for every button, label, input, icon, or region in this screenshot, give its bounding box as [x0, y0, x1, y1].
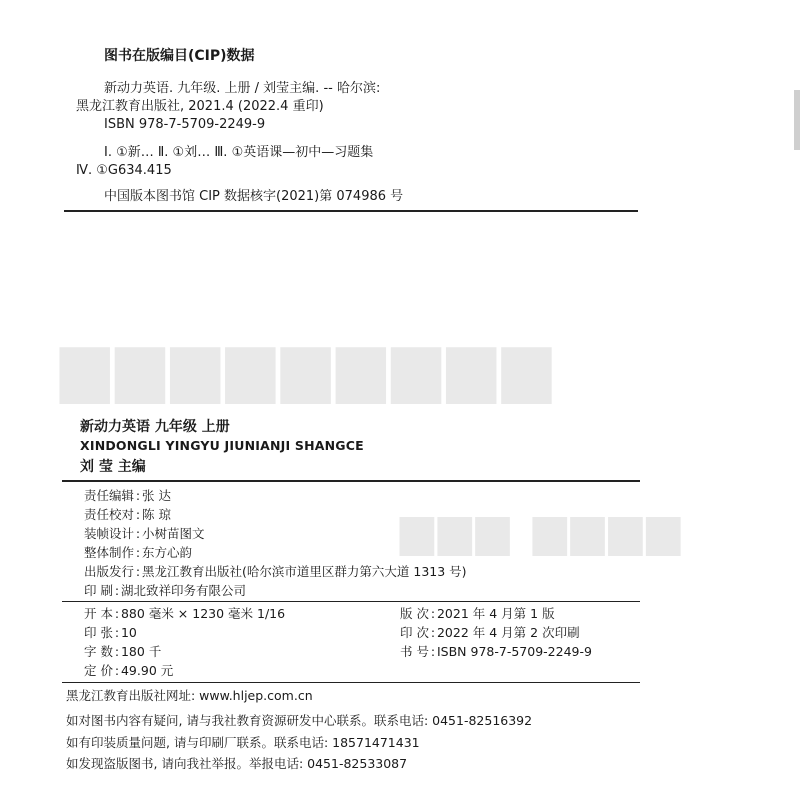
footer-piracy-contact: 如发现盗版图书, 请向我社举报。举报电话: 0451-82533087 [66, 756, 408, 771]
credit-value: 张 达 [142, 488, 171, 503]
cip-heading: 图书在版编目(CIP)数据 [104, 48, 255, 64]
credits-divider [62, 601, 640, 602]
spec-isbn: 书 号 : ISBN 978-7-5709-2249-9 [400, 644, 592, 659]
cip-line-title: 新动力英语. 九年级. 上册 / 刘莹主编. -- 哈尔滨: [104, 81, 381, 96]
footer-quality-contact: 如有印装质量问题, 请与印刷厂联系。联系电话: 18571471431 [66, 735, 420, 750]
footer-website: 黑龙江教育出版社网址: www.hljep.com.cn [66, 688, 313, 703]
cip-line-record-number: 中国版本图书馆 CIP 数据核字(2021)第 074986 号 [104, 189, 404, 204]
spec-label: 字 数 [84, 644, 113, 659]
cip-line-isbn: ISBN 978-7-5709-2249-9 [104, 117, 266, 132]
title-divider [62, 480, 640, 482]
credit-label: 责任编辑 [84, 488, 135, 503]
spec-label: 版 次 [400, 606, 429, 621]
show-through-ghost: ▆▆▆▆▆▆▆▆▆ [60, 330, 557, 404]
credit-label: 印 刷 [84, 583, 113, 598]
spec-printing: 印 次 : 2022 年 4 月第 2 次印刷 [400, 625, 580, 640]
credit-row-publisher: 出版发行 : 黑龙江教育出版社(哈尔滨市道里区群力第六大道 1313 号) [84, 564, 467, 579]
credit-label: 责任校对 [84, 507, 135, 522]
credit-value: 黑龙江教育出版社(哈尔滨市道里区群力第六大道 1313 号) [142, 564, 467, 579]
page-edge-shadow [794, 90, 800, 150]
spec-value: 880 毫米 × 1230 毫米 1/16 [120, 606, 286, 621]
credit-row-editor: 责任编辑 : 张 达 [84, 488, 171, 503]
cip-line-publisher: 黑龙江教育出版社, 2021.4 (2022.4 重印) [76, 99, 324, 114]
credit-label: 整体制作 [84, 545, 135, 560]
credit-value: 陈 琼 [142, 507, 171, 522]
spec-format: 开 本 : 880 毫米 × 1230 毫米 1/16 [84, 606, 286, 621]
credit-row-production: 整体制作 : 东方心韵 [84, 545, 193, 560]
footer-content-contact: 如对图书内容有疑问, 请与我社教育资源研发中心联系。联系电话: 0451-82516392 [66, 713, 533, 728]
book-title-pinyin: XINDONGLI YINGYU JIUNIANJI SHANGCE [80, 438, 364, 453]
book-title: 新动力英语 九年级 上册 [80, 419, 230, 435]
spec-value: 2021 年 4 月第 1 版 [436, 606, 555, 621]
spec-price: 定 价 : 49.90 元 [84, 663, 174, 678]
spec-word-count: 字 数 : 180 千 [84, 644, 162, 659]
specs-divider [62, 682, 640, 683]
credit-value: 湖北致祥印务有限公司 [120, 583, 246, 598]
spec-label: 开 本 [84, 606, 113, 621]
spec-label: 印 次 [400, 625, 429, 640]
spec-label: 印 张 [84, 625, 113, 640]
credit-row-proofreader: 责任校对 : 陈 琼 [84, 507, 171, 522]
credit-value: 东方心韵 [142, 545, 193, 560]
credit-label: 装帧设计 [84, 526, 135, 541]
cip-line-clc: Ⅳ. ①G634.415 [76, 163, 172, 178]
credit-row-designer: 装帧设计 : 小树苗图文 [84, 526, 205, 541]
cip-divider [64, 210, 638, 212]
credit-label: 出版发行 [84, 564, 135, 579]
credit-value: 小树苗图文 [142, 526, 205, 541]
credit-row-printer: 印 刷 : 湖北致祥印务有限公司 [84, 583, 246, 598]
spec-value: 180 千 [120, 644, 162, 659]
spec-value: ISBN 978-7-5709-2249-9 [436, 644, 592, 659]
spec-label: 书 号 [400, 644, 429, 659]
spec-edition: 版 次 : 2021 年 4 月第 1 版 [400, 606, 555, 621]
cip-line-classification: Ⅰ. ①新… Ⅱ. ①刘… Ⅲ. ①英语课—初中—习题集 [104, 145, 374, 160]
spec-value: 49.90 元 [120, 663, 174, 678]
spec-value: 2022 年 4 月第 2 次印刷 [436, 625, 580, 640]
spec-sheets: 印 张 : 10 [84, 625, 137, 640]
show-through-ghost-2: ▆▆▆ ▆▆▆▆ [400, 505, 685, 556]
spec-label: 定 价 [84, 663, 113, 678]
book-author: 刘 莹 主编 [80, 459, 146, 475]
spec-value: 10 [120, 625, 137, 640]
